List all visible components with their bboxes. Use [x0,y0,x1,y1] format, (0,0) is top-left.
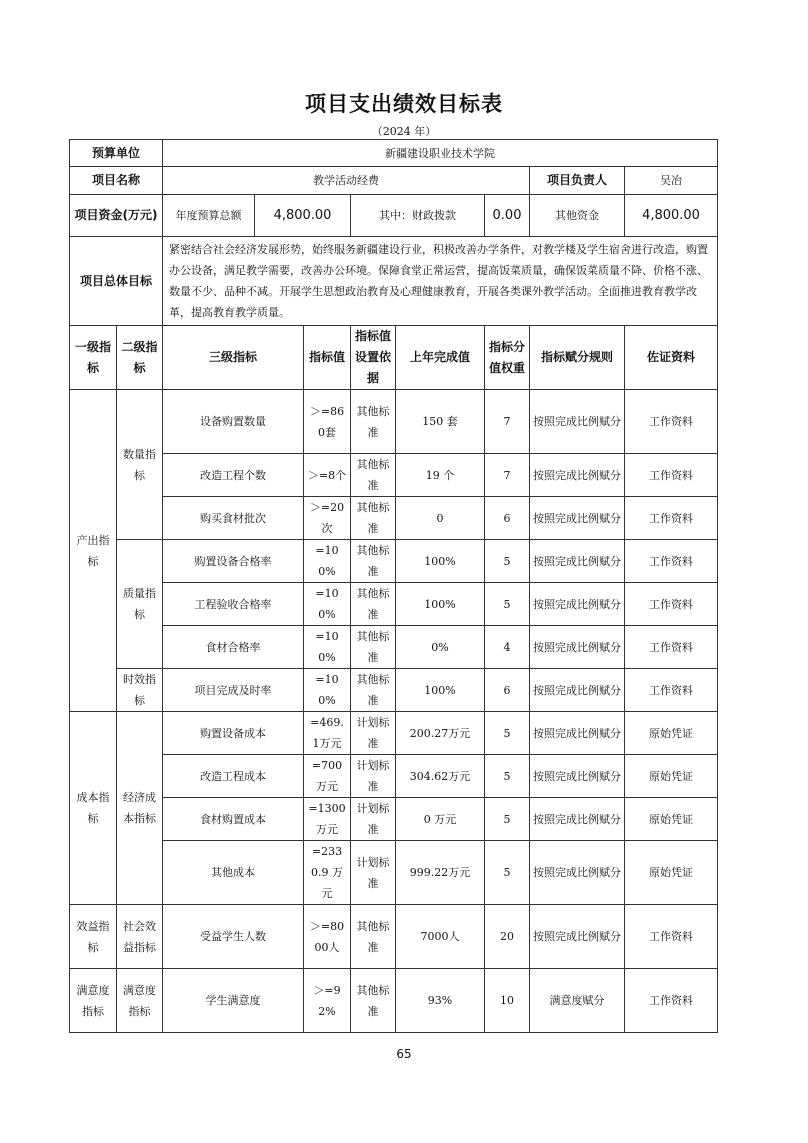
indicator-basis: 计划标准 [351,755,396,798]
level2-economic-cost: 经济成本指标 [117,712,163,905]
indicator-value: =1300万元 [304,798,351,841]
indicator-value: =100% [304,540,351,583]
indicator-basis: 其他标准 [351,626,396,669]
indicator-evidence: 工作资料 [625,390,718,454]
indicator-weight: 5 [485,841,530,905]
indicator-basis: 计划标准 [351,798,396,841]
indicator-last: 0 [396,497,485,540]
header-rule: 指标赋分规则 [530,326,625,390]
indicator-weight: 5 [485,712,530,755]
indicator-evidence: 工作资料 [625,969,718,1033]
indicator-basis: 其他标准 [351,390,396,454]
performance-target-table [69,139,718,1033]
indicator-value: =100% [304,626,351,669]
page-title: 项目支出绩效目标表 [305,92,503,116]
indicator-weight: 5 [485,798,530,841]
indicator-weight: 7 [485,454,530,497]
indicator-value: ＞=92% [304,969,351,1033]
indicator-name: 改造工程个数 [163,454,304,497]
indicator-rule: 按照完成比例赋分 [530,712,625,755]
indicator-evidence: 原始凭证 [625,841,718,905]
indicator-name: 学生满意度 [163,969,304,1033]
indicator-name: 食材购置成本 [163,798,304,841]
indicator-name: 项目完成及时率 [163,669,304,712]
indicator-evidence: 工作资料 [625,497,718,540]
indicator-last: 100% [396,540,485,583]
indicator-weight: 6 [485,669,530,712]
fiscal-label: 其中：财政拨款 [351,195,485,237]
indicator-evidence: 原始凭证 [625,712,718,755]
table-row [70,841,718,905]
table-row [70,669,718,712]
year-label: （2024 年） [371,125,437,138]
indicator-name: 设备购置数量 [163,390,304,454]
other-funds-label: 其他资金 [530,195,625,237]
indicator-evidence: 原始凭证 [625,755,718,798]
table-row [70,905,718,969]
indicator-weight: 5 [485,755,530,798]
annual-budget-label: 年度预算总额 [163,195,255,237]
header-value: 指标值 [304,326,351,390]
table-row [70,583,718,626]
indicator-weight: 10 [485,969,530,1033]
indicator-weight: 5 [485,540,530,583]
indicator-weight: 20 [485,905,530,969]
other-funds-value: 4,800.00 [625,195,718,237]
indicator-evidence: 工作资料 [625,540,718,583]
indicator-value: =100% [304,669,351,712]
table-row [70,798,718,841]
indicator-basis: 其他标准 [351,969,396,1033]
indicator-basis: 其他标准 [351,669,396,712]
level2-quantity: 数量指标 [117,390,163,540]
indicator-rule: 按照完成比例赋分 [530,669,625,712]
unit-row [70,140,718,167]
indicator-evidence: 工作资料 [625,905,718,969]
header-level2: 二级指标 [117,326,163,390]
indicator-name: 工程验收合格率 [163,583,304,626]
indicator-value: =700万元 [304,755,351,798]
table-row [70,626,718,669]
indicator-rule: 按照完成比例赋分 [530,626,625,669]
indicator-weight: 5 [485,583,530,626]
table-row [70,454,718,497]
indicator-basis: 计划标准 [351,712,396,755]
project-name-label: 项目名称 [70,167,163,195]
indicator-evidence: 工作资料 [625,583,718,626]
indicator-name: 购置设备成本 [163,712,304,755]
indicator-last: 93% [396,969,485,1033]
indicator-rule: 按照完成比例赋分 [530,798,625,841]
indicator-last: 200.27万元 [396,712,485,755]
indicator-value: ＞=860套 [304,390,351,454]
indicator-last: 19 个 [396,454,485,497]
indicator-basis: 其他标准 [351,497,396,540]
table-row [70,540,718,583]
indicator-rule: 满意度赋分 [530,969,625,1033]
project-name-row [70,167,718,195]
level1-cost: 成本指标 [70,712,117,905]
level1-benefit: 效益指标 [70,905,117,969]
indicator-rule: 按照完成比例赋分 [530,841,625,905]
indicator-last: 100% [396,583,485,626]
indicator-value: =469.1万元 [304,712,351,755]
indicator-value: =100% [304,583,351,626]
indicator-weight: 6 [485,497,530,540]
indicator-basis: 其他标准 [351,905,396,969]
indicator-weight: 4 [485,626,530,669]
header-evidence: 佐证资料 [625,326,718,390]
annual-budget-value: 4,800.00 [255,195,351,237]
level2-quality: 质量指标 [117,540,163,669]
level2-social-benefit: 社会效益指标 [117,905,163,969]
level1-satisfaction: 满意度指标 [70,969,117,1033]
table-row [70,969,718,1033]
indicator-weight: 7 [485,390,530,454]
project-name-value: 教学活动经费 [163,167,530,195]
indicator-last: 100% [396,669,485,712]
indicator-last: 0 万元 [396,798,485,841]
indicator-value: =2330.9 万元 [304,841,351,905]
header-level1: 一级指标 [70,326,117,390]
table-row [70,497,718,540]
unit-value: 新疆建设职业技术学院 [163,140,718,167]
fiscal-value: 0.00 [485,195,530,237]
page-number: 65 [396,1047,412,1061]
indicator-evidence: 工作资料 [625,454,718,497]
goal-row [70,237,718,326]
level2-timeliness: 时效指标 [117,669,163,712]
indicator-rule: 按照完成比例赋分 [530,905,625,969]
unit-label: 预算单位 [70,140,163,167]
indicator-evidence: 工作资料 [625,626,718,669]
indicator-rule: 按照完成比例赋分 [530,755,625,798]
indicator-last: 999.22万元 [396,841,485,905]
indicator-last: 0% [396,626,485,669]
indicator-last: 7000人 [396,905,485,969]
indicator-value: ＞=8个 [304,454,351,497]
indicator-name: 购置设备合格率 [163,540,304,583]
indicator-rule: 按照完成比例赋分 [530,390,625,454]
indicator-rule: 按照完成比例赋分 [530,583,625,626]
indicator-value: ＞=8000人 [304,905,351,969]
indicator-name: 受益学生人数 [163,905,304,969]
project-owner-value: 吴冶 [625,167,718,195]
header-row [70,326,718,390]
fund-label: 项目资金(万元) [70,195,163,237]
level2-satisfaction: 满意度指标 [117,969,163,1033]
indicator-basis: 其他标准 [351,454,396,497]
indicator-rule: 按照完成比例赋分 [530,540,625,583]
header-level3: 三级指标 [163,326,304,390]
indicator-last: 304.62万元 [396,755,485,798]
indicator-last: 150 套 [396,390,485,454]
table-row [70,712,718,755]
indicator-evidence: 工作资料 [625,669,718,712]
table-row [70,755,718,798]
indicator-name: 食材合格率 [163,626,304,669]
header-basis: 指标值设置依据 [351,326,396,390]
fund-row [70,195,718,237]
indicator-name: 其他成本 [163,841,304,905]
indicator-evidence: 原始凭证 [625,798,718,841]
indicator-basis: 计划标准 [351,841,396,905]
header-last-year: 上年完成值 [396,326,485,390]
indicator-basis: 其他标准 [351,540,396,583]
indicator-name: 购买食材批次 [163,497,304,540]
indicator-rule: 按照完成比例赋分 [530,497,625,540]
level1-output: 产出指标 [70,390,117,712]
project-owner-label: 项目负责人 [530,167,625,195]
goal-text: 紧密结合社会经济发展形势，始终服务新疆建设行业，积极改善办学条件，对教学楼及学生宿舍进行改造，购置办公设备，满足教学需要，改善办公环境。保障食堂正常运营，提高饭菜质量，确保饭菜质量不降、价格不涨、数量不少、品种不减。开展学生思想政治教育及心理健康教育，开展各类课外教学活动。全面推进教育教学改革，提高教育教学质量。 [163,237,718,326]
indicator-basis: 其他标准 [351,583,396,626]
indicator-value: ＞=20次 [304,497,351,540]
indicator-rule: 按照完成比例赋分 [530,454,625,497]
header-weight: 指标分值权重 [485,326,530,390]
table-row [70,390,718,454]
goal-label: 项目总体目标 [70,237,163,326]
indicator-name: 改造工程成本 [163,755,304,798]
